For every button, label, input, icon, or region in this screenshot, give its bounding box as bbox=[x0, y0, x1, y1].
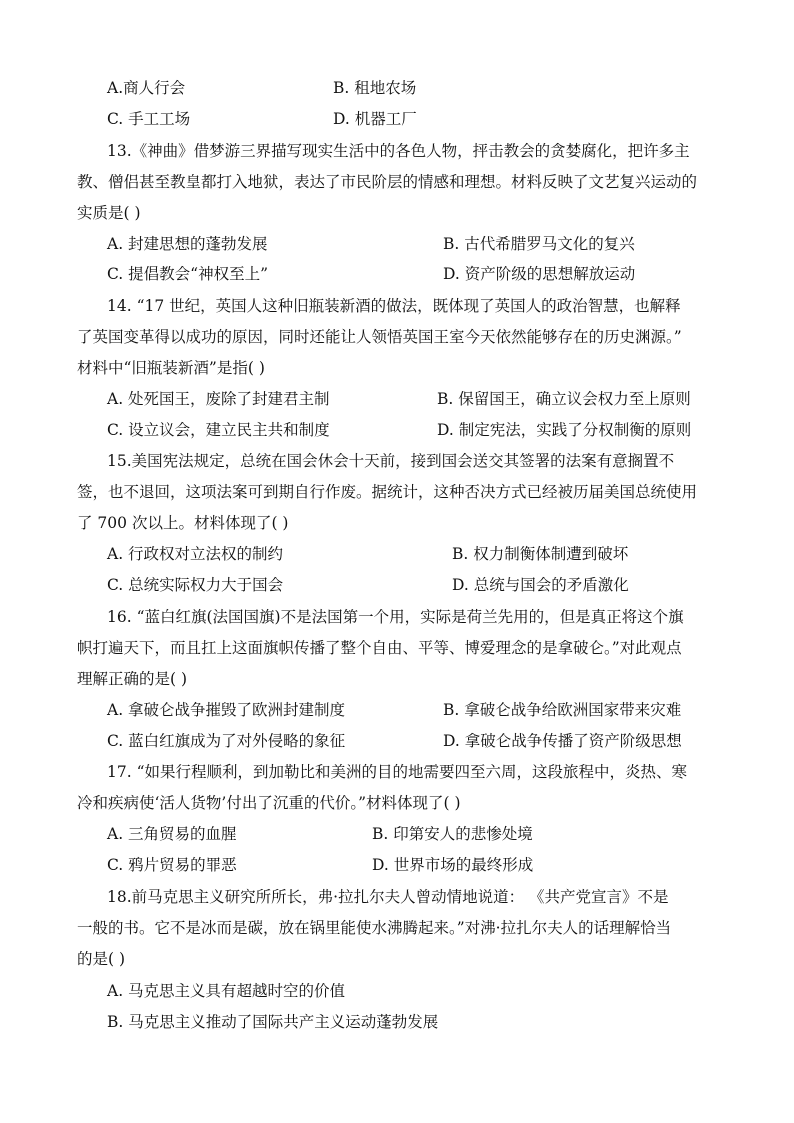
q14-option-a: A. 处死国王，废除了封建君主制 bbox=[107, 390, 330, 408]
q15-stem-line-3: 了 700 次以上。材料体现了( ) bbox=[77, 514, 289, 532]
q12-option-a: A.商人行会 bbox=[107, 79, 186, 97]
q14-stem-line-1: 14. “17 世纪，英国人这种旧瓶装新酒的做法，既体现了英国人的政治智慧，也解释 bbox=[107, 297, 681, 315]
q13-option-d: D. 资产阶级的思想解放运动 bbox=[443, 265, 636, 283]
q18-stem-line-1: 18.前马克思主义研究所所长，弗·拉扎尔夫人曾动情地说道： 《共产党宣言》不是 bbox=[107, 888, 669, 906]
q13-option-c: C. 提倡教会“神权至上” bbox=[107, 265, 269, 283]
q14-option-c: C. 设立议会，建立民主共和制度 bbox=[107, 421, 330, 439]
q16-stem-line-2: 帜打遍天下，而且扛上这面旗帜传播了整个自由、平等、博爱理念的是拿破仑。”对此观点 bbox=[77, 639, 682, 657]
q17-option-c: C. 鸦片贸易的罪恶 bbox=[107, 856, 237, 874]
q12-option-d: D. 机器工厂 bbox=[333, 110, 417, 128]
q15-option-c: C. 总统实际权力大于国会 bbox=[107, 576, 284, 594]
q15-option-a: A. 行政权对立法权的制约 bbox=[107, 545, 284, 563]
q13-stem-line-3: 实质是( ) bbox=[77, 204, 141, 222]
q16-option-b: B. 拿破仑战争给欧洲国家带来灾难 bbox=[443, 701, 682, 719]
q16-option-c: C. 蓝白红旗成为了对外侵略的象征 bbox=[107, 732, 346, 750]
q18-stem-line-2: 一般的书。它不是冰而是碳，放在锅里能使水沸腾起来。”对沸·拉扎尔夫人的话理解恰当 bbox=[77, 919, 672, 937]
q17-stem-line-1: 17. “如果行程顺利，到加勒比和美洲的目的地需要四至六周，这段旅程中，炎热、寒 bbox=[107, 763, 688, 781]
q16-stem-line-3: 理解正确的是( ) bbox=[77, 670, 188, 688]
q14-option-b: B. 保留国王，确立议会权力至上原则 bbox=[437, 390, 691, 408]
q13-stem-line-1: 13.《神曲》借梦游三界描写现实生活中的各色人物，抨击教会的贪婪腐化，把许多主 bbox=[107, 142, 690, 160]
q16-option-a: A. 拿破仑战争摧毁了欧洲封建制度 bbox=[107, 701, 346, 719]
q17-option-a: A. 三角贸易的血腥 bbox=[107, 825, 237, 843]
q18-option-a: A. 马克思主义具有超越时空的价值 bbox=[107, 982, 346, 1000]
q13-stem-line-2: 教、僧侣甚至教皇都打入地狱，表达了市民阶层的情感和理想。材料反映了文艺复兴运动的 bbox=[77, 173, 698, 191]
q17-stem-line-2: 冷和疾病使‘活人货物’付出了沉重的代价。”材料体现了( ) bbox=[77, 794, 461, 812]
q15-option-b: B. 权力制衡体制遭到破坏 bbox=[452, 545, 629, 563]
q18-stem-line-3: 的是( ) bbox=[77, 950, 126, 968]
q16-stem-line-1: 16. “蓝白红旗(法国国旗)不是法国第一个用，实际是荷兰先用的，但是真正将这个旗 bbox=[107, 608, 684, 626]
q18-option-b: B. 马克思主义推动了国际共产主义运动蓬勃发展 bbox=[107, 1013, 439, 1031]
q13-option-b: B. 古代希腊罗马文化的复兴 bbox=[443, 235, 635, 253]
q16-option-d: D. 拿破仑战争传播了资产阶级思想 bbox=[443, 732, 682, 750]
q15-stem-line-2: 签，也不退回，这项法案可到期自行作废。据统计，这种否决方式已经被历届美国总统使用 bbox=[77, 483, 698, 501]
q15-option-d: D. 总统与国会的矛盾激化 bbox=[452, 576, 629, 594]
q14-option-d: D. 制定宪法，实践了分权制衡的原则 bbox=[437, 421, 692, 439]
q15-stem-line-1: 15.美国宪法规定，总统在国会休会十天前，接到国会送交其签署的法案有意搁置不 bbox=[107, 452, 675, 470]
q14-stem-line-2: 了英国变革得以成功的原因，同时还能让人领悟英国王室今天依然能够存在的历史渊源。” bbox=[77, 328, 682, 346]
q17-option-d: D. 世界市场的最终形成 bbox=[372, 856, 534, 874]
q12-option-c: C. 手工工场 bbox=[107, 110, 191, 128]
q14-stem-line-3: 材料中“旧瓶装新酒”是指( ) bbox=[77, 359, 265, 377]
q17-option-b: B. 印第安人的悲惨处境 bbox=[372, 825, 533, 843]
q13-option-a: A. 封建思想的蓬勃发展 bbox=[107, 235, 268, 253]
q12-option-b: B. 租地农场 bbox=[333, 79, 417, 97]
